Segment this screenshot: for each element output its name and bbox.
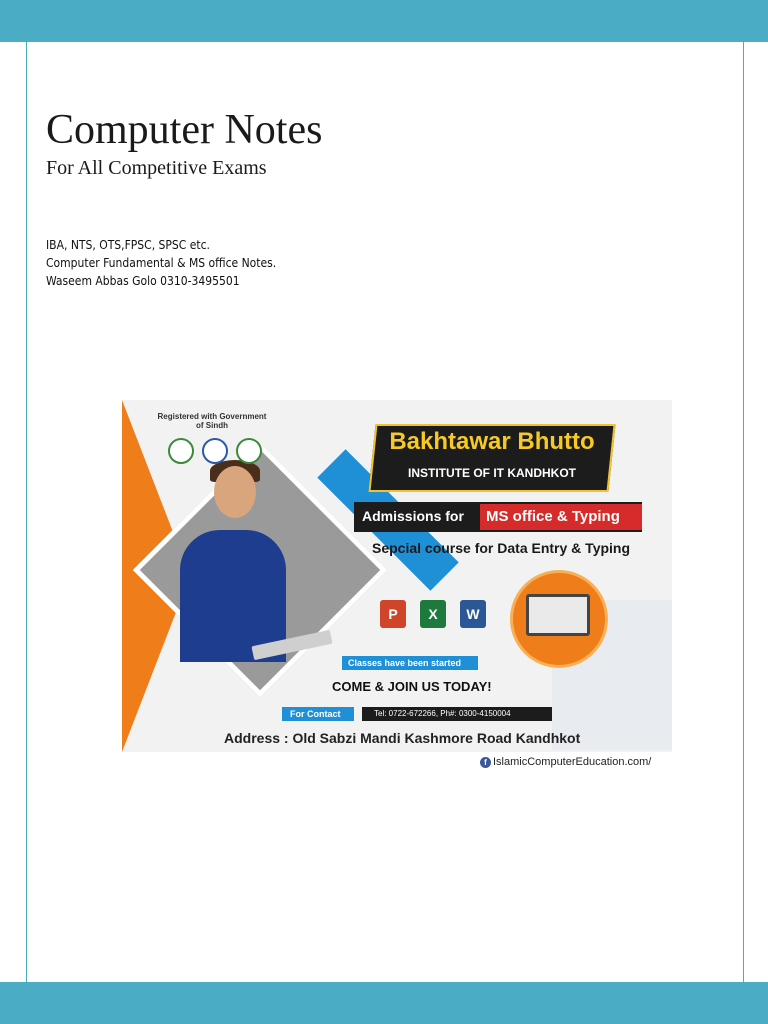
exam-list-line: IBA, NTS, OTS,FPSC, SPSC etc. xyxy=(46,238,210,252)
author-contact-line: Waseem Abbas Golo 0310-3495501 xyxy=(46,274,240,288)
page-footer-band xyxy=(27,982,743,1024)
registered-label: Registered with Government of Sindh xyxy=(157,412,267,430)
sindh-logo-icon xyxy=(168,438,194,464)
institute-banner xyxy=(122,400,672,752)
student-figure-head xyxy=(214,466,256,518)
address-line: Address : Old Sabzi Mandi Kashmore Road Kandhkot xyxy=(224,730,581,746)
course-label: MS office & Typing xyxy=(486,508,620,525)
phone-numbers: Tel: 0722-672266, Ph#: 0300-4150004 xyxy=(374,709,511,718)
facebook-icon: f xyxy=(480,757,491,768)
page-header-band xyxy=(27,0,743,42)
notes-description-line: Computer Fundamental & MS office Notes. xyxy=(46,256,277,270)
facebook-link[interactable] xyxy=(480,756,651,768)
contact-label: For Contact xyxy=(290,709,341,719)
seal-logo-icon xyxy=(202,438,228,464)
excel-icon: X xyxy=(420,600,446,628)
join-us-label: COME & JOIN US TODAY! xyxy=(332,679,492,694)
institute-name: Bakhtawar Bhutto xyxy=(389,428,595,455)
page-subtitle: For All Competitive Exams xyxy=(46,157,267,179)
emblem-logo-icon xyxy=(236,438,262,464)
classes-started-label: Classes have been started xyxy=(348,658,462,668)
admissions-label: Admissions for xyxy=(362,508,464,524)
institute-subtitle: INSTITUTE OF IT KANDHKOT xyxy=(408,466,576,480)
special-course-label: Sepcial course for Data Entry & Typing xyxy=(372,540,631,556)
word-icon: W xyxy=(460,600,486,628)
powerpoint-icon: P xyxy=(380,600,406,628)
government-logos xyxy=(160,438,270,464)
facebook-link-label[interactable]: IslamicComputerEducation.com/ xyxy=(493,756,652,768)
computer-monitor-icon xyxy=(526,594,590,636)
page-title: Computer Notes xyxy=(46,107,323,153)
